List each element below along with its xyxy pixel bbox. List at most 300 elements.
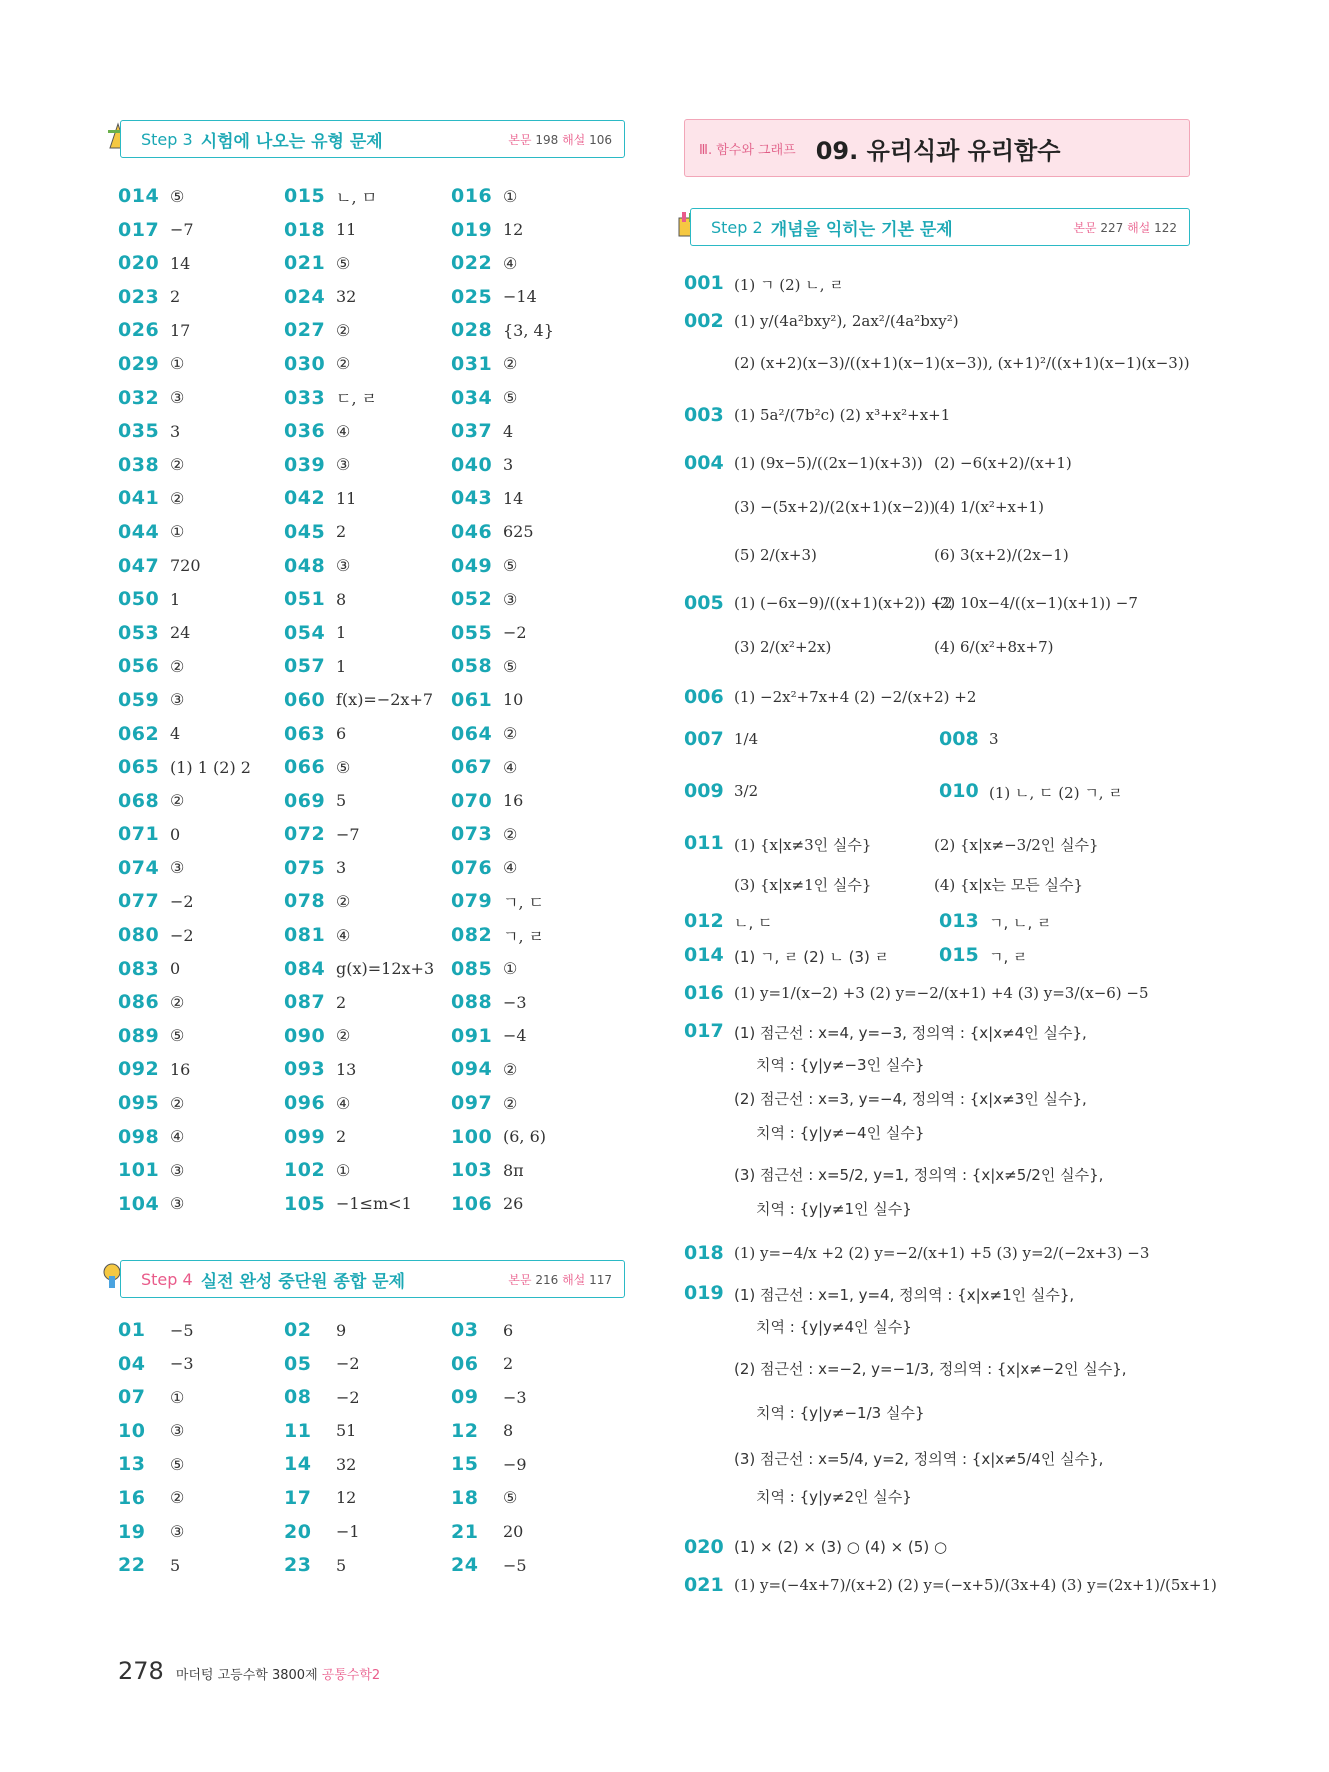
answer-number: 057 <box>284 655 326 678</box>
answer-value: −4 <box>503 1026 527 1046</box>
answer-cell <box>451 554 517 578</box>
step3-title: 시험에 나오는 유형 문제 <box>200 131 383 152</box>
answer-row <box>118 419 618 453</box>
answer-cell <box>118 856 184 880</box>
answer-number: 019 <box>451 218 493 241</box>
answer-value: −14 <box>503 287 537 307</box>
answer-number: 097 <box>451 1092 493 1115</box>
answer-number: 056 <box>118 655 160 678</box>
answer-number: 033 <box>284 386 326 409</box>
answer-number: 070 <box>451 789 493 812</box>
answer-value: ㄱ, ㄹ <box>503 926 545 946</box>
answer-number: 087 <box>284 991 326 1014</box>
answer-value: 17 <box>170 320 191 340</box>
answer-row <box>118 554 618 588</box>
step2-item: 020 (1) × (2) × (3) ○ (4) × (5) ○ <box>684 1536 948 1558</box>
answer-cell <box>118 520 184 544</box>
answer-value: 32 <box>336 1454 357 1474</box>
answer-cell <box>118 1318 194 1342</box>
answer-value: ⑤ <box>503 1488 518 1508</box>
answer-cell <box>451 251 517 275</box>
answer-cell <box>118 1158 184 1182</box>
answer-value: ⑤ <box>170 1454 185 1474</box>
answer-number: 23 <box>284 1554 312 1577</box>
answer-value: ② <box>503 1093 518 1113</box>
answer-cell <box>284 1520 360 1544</box>
step4-title: 실전 완성 중단원 종합 문제 <box>200 1271 406 1292</box>
answer-number: 036 <box>284 420 326 443</box>
answer-row <box>118 184 618 218</box>
answer-number: 022 <box>451 252 493 275</box>
answer-cell <box>451 486 523 510</box>
answer-value: 12 <box>503 220 524 240</box>
answer-number: 07 <box>118 1386 146 1409</box>
answer-cell <box>118 1192 184 1216</box>
answer-value: ⑤ <box>170 186 185 206</box>
answer-number: 104 <box>118 1192 160 1215</box>
answer-row <box>118 1057 618 1091</box>
answer-cell <box>118 1419 184 1443</box>
step2-item: 005 (1) (−6x−9)/((x+1)(x+2)) +2 (2) 10x−4/((x−1)(x+1)) −7 (3) 2/(x²+2x) (4) 6/(x²+8x+7) <box>684 592 1138 656</box>
answer-cell <box>451 419 513 443</box>
answer-number: 066 <box>284 756 326 779</box>
answer-number: 103 <box>451 1159 493 1182</box>
answer-cell <box>118 419 180 443</box>
answer-number: 046 <box>451 520 493 543</box>
answer-cell <box>284 1024 350 1048</box>
answer-cell <box>451 587 517 611</box>
answer-cell <box>451 285 537 309</box>
answer-cell <box>451 184 517 208</box>
answer-cell <box>118 722 180 746</box>
answer-cell <box>284 352 350 376</box>
answer-value: ⑤ <box>336 757 351 777</box>
answer-cell <box>118 1352 194 1376</box>
answer-number: 15 <box>451 1453 479 1476</box>
answer-number: 026 <box>118 319 160 342</box>
answer-number: 081 <box>284 924 326 947</box>
answer-number: 093 <box>284 1058 326 1081</box>
answer-value: ① <box>336 1160 351 1180</box>
answer-value: 3 <box>170 421 181 441</box>
answer-number: 054 <box>284 621 326 644</box>
answer-number: 12 <box>451 1419 479 1442</box>
answer-number: 13 <box>118 1453 146 1476</box>
step3-ref: 본문 198 해설 106 <box>508 132 612 147</box>
answer-number: 073 <box>451 823 493 846</box>
answer-cell <box>284 856 346 880</box>
answer-cell <box>284 1385 360 1409</box>
answer-value: 5 <box>170 1555 181 1575</box>
answer-value: 8 <box>503 1421 514 1441</box>
answer-value: ㄴ, ㅁ <box>336 187 378 207</box>
step2-item: 007 1/4 008 3 <box>684 728 999 750</box>
step2-item: 003 (1) 5a²/(7b²c) (2) x³+x²+x+1 <box>684 404 951 426</box>
answer-value: 11 <box>336 220 357 240</box>
answer-cell <box>118 957 180 981</box>
answer-value: ② <box>170 791 185 811</box>
step2-item: 017 (1) 점근선 : x=4, y=−3, 정의역 : {x|x≠4인 실수}, 치역 : {y|y≠−3인 실수} (2) 점근선 : x=3, y=−4, 정의역 : {x|x≠3인 실수}, 치역 : {y|y≠−4인 실수} (3) 점근선 : x=5/2, y=1, 정의역 : {x|x≠5/2인 실수}, 치역 : {y|y≠1인 실수} <box>684 1020 1104 1218</box>
answer-cell <box>451 520 534 544</box>
answer-row <box>118 722 618 756</box>
answer-value: 0 <box>170 824 181 844</box>
answer-row <box>118 1553 618 1587</box>
answer-value: 5 <box>336 791 347 811</box>
answer-number: 051 <box>284 588 326 611</box>
step2-header <box>690 208 1190 246</box>
answer-number: 016 <box>451 185 493 207</box>
answer-value: ② <box>336 891 351 911</box>
answer-value: ② <box>503 724 518 743</box>
answer-cell <box>451 856 517 880</box>
answer-value: ④ <box>170 1127 185 1147</box>
answer-number: 027 <box>284 319 326 342</box>
answer-row <box>118 1158 618 1192</box>
answer-number: 018 <box>284 218 326 241</box>
answer-number: 042 <box>284 487 326 510</box>
answer-cell <box>284 251 350 275</box>
answer-cell <box>451 889 544 913</box>
answer-cell <box>118 688 184 712</box>
answer-cell <box>118 789 184 813</box>
answer-value: 11 <box>336 488 357 508</box>
answer-number: 076 <box>451 856 493 879</box>
answer-cell <box>118 923 194 947</box>
answer-cell <box>118 587 180 611</box>
answer-value: 2 <box>336 1127 347 1147</box>
answer-number: 075 <box>284 856 326 879</box>
answer-row <box>118 520 618 554</box>
answer-cell <box>284 1091 350 1115</box>
answer-cell <box>451 789 523 813</box>
answer-row <box>118 654 618 688</box>
step2-item: 014 (1) ㄱ, ㄹ (2) ㄴ (3) ㄹ 015 ㄱ, ㄹ <box>684 944 1028 966</box>
answer-number: 021 <box>284 252 326 275</box>
step3-answers <box>118 184 618 1225</box>
step2-item: 012 ㄴ, ㄷ 013 ㄱ, ㄴ, ㄹ <box>684 910 1052 932</box>
page-footer <box>118 1657 380 1685</box>
answer-number: 086 <box>118 991 160 1014</box>
answer-number: 08 <box>284 1386 312 1409</box>
answer-value: ② <box>503 1059 518 1079</box>
answer-cell <box>118 352 184 376</box>
answer-cell <box>284 957 434 981</box>
answer-value: ⑤ <box>503 656 518 676</box>
answer-row <box>118 1352 618 1386</box>
answer-number: 106 <box>451 1192 493 1215</box>
answer-number: 22 <box>118 1554 146 1577</box>
answer-cell <box>284 1318 346 1342</box>
answer-number: 065 <box>118 756 160 779</box>
step2-title: 개념을 익히는 기본 문제 <box>770 219 953 240</box>
answer-value: 51 <box>336 1421 357 1441</box>
step2-ref: 본문 227 해설 122 <box>1073 220 1177 235</box>
answer-row <box>118 755 618 789</box>
answer-cell <box>451 1385 527 1409</box>
answer-value: ② <box>170 1488 185 1508</box>
answer-value: (6, 6) <box>503 1127 547 1147</box>
answer-value: ③ <box>170 858 185 878</box>
answer-row <box>118 285 618 319</box>
answer-cell <box>284 1486 356 1510</box>
answer-value: ④ <box>336 1093 351 1113</box>
answer-cell <box>451 1125 546 1149</box>
answer-cell <box>451 453 513 477</box>
answer-value: ③ <box>170 1160 185 1180</box>
answer-number: 089 <box>118 1024 160 1047</box>
chapter-title: 09. 유리식과 유리함수 <box>815 136 1061 165</box>
answer-value: ① <box>170 522 185 542</box>
answer-number: 09 <box>451 1386 479 1409</box>
answer-value: ② <box>170 488 185 508</box>
answer-value: ② <box>170 455 185 475</box>
answer-cell <box>451 1057 517 1081</box>
answer-value: −3 <box>503 992 527 1012</box>
answer-number: 04 <box>118 1352 146 1375</box>
answer-cell <box>118 889 194 913</box>
answer-value: ④ <box>503 858 518 878</box>
answer-row <box>118 218 618 252</box>
answer-value: 2 <box>170 287 181 307</box>
answer-number: 037 <box>451 420 493 443</box>
answer-cell <box>451 1091 517 1115</box>
answer-cell <box>451 1452 527 1476</box>
answer-number: 049 <box>451 554 493 577</box>
answer-cell <box>451 654 517 678</box>
step4-ref: 본문 216 해설 117 <box>508 1272 612 1287</box>
answer-cell <box>284 386 377 410</box>
answer-value: 14 <box>503 488 524 508</box>
answer-value: 8π <box>503 1160 524 1180</box>
answer-number: 052 <box>451 588 493 611</box>
answer-number: 068 <box>118 789 160 812</box>
step4-label: Step 4 <box>141 1269 193 1289</box>
answer-value: 2 <box>336 992 347 1012</box>
answer-row <box>118 486 618 520</box>
answer-value: ② <box>170 1093 185 1113</box>
answer-cell <box>451 1024 527 1048</box>
answer-row <box>118 889 618 923</box>
answer-number: 19 <box>118 1520 146 1543</box>
answer-number: 17 <box>284 1486 312 1509</box>
answer-value: ㄱ, ㄷ <box>503 892 545 912</box>
answer-value: ③ <box>170 388 185 408</box>
answer-row <box>118 1452 618 1486</box>
answer-number: 02 <box>284 1319 312 1341</box>
answer-cell <box>118 218 194 242</box>
answer-value: 625 <box>503 522 534 542</box>
answer-row <box>118 1024 618 1058</box>
answer-cell <box>118 1452 184 1476</box>
answer-number: 055 <box>451 621 493 644</box>
answer-cell <box>451 722 517 746</box>
answer-value: ① <box>503 186 518 206</box>
answer-cell <box>284 1352 360 1376</box>
answer-row <box>118 1125 618 1159</box>
answer-cell <box>118 990 184 1014</box>
answer-number: 094 <box>451 1058 493 1081</box>
answer-value: ⑤ <box>170 1026 185 1046</box>
answer-value: 2 <box>336 522 347 542</box>
answer-value: 0 <box>170 959 181 979</box>
answer-cell <box>118 1125 184 1149</box>
answer-cell <box>118 1553 180 1577</box>
step3-label: Step 3 <box>141 129 193 149</box>
answer-value: −7 <box>170 220 194 240</box>
answer-number: 098 <box>118 1125 160 1148</box>
answer-cell <box>284 990 346 1014</box>
answer-cell <box>284 285 356 309</box>
answer-number: 069 <box>284 789 326 812</box>
answer-number: 082 <box>451 924 493 947</box>
answer-value: 1 <box>170 589 181 609</box>
answer-value: 16 <box>170 1059 191 1079</box>
answer-number: 092 <box>118 1058 160 1081</box>
answer-value: −9 <box>503 1454 527 1474</box>
answer-number: 063 <box>284 722 326 745</box>
answer-number: 043 <box>451 487 493 510</box>
answer-cell <box>118 755 251 779</box>
answer-cell <box>118 184 184 208</box>
answer-value: 6 <box>503 1320 514 1340</box>
answer-number: 074 <box>118 856 160 879</box>
answer-value: ③ <box>503 589 518 609</box>
answer-number: 050 <box>118 588 160 611</box>
answer-number: 01 <box>118 1319 146 1341</box>
answer-value: 16 <box>503 791 524 811</box>
answer-value: 10 <box>503 690 524 710</box>
answer-row <box>118 1419 618 1453</box>
answer-value: ③ <box>170 1421 185 1441</box>
answer-value: −1≤m<1 <box>336 1194 412 1214</box>
answer-number: 10 <box>118 1419 146 1442</box>
step2-item: 016 (1) y=1/(x−2) +3 (2) y=−2/(x+1) +4 (3) y=3/(x−6) −5 <box>684 982 1149 1004</box>
answer-value: ③ <box>170 690 185 710</box>
answer-number: 16 <box>118 1486 146 1509</box>
answer-value: ⑤ <box>503 388 518 408</box>
answer-cell <box>451 990 527 1014</box>
answer-cell <box>451 386 517 410</box>
answer-cell <box>284 1192 412 1216</box>
answer-cell <box>451 1486 517 1510</box>
answer-number: 067 <box>451 756 493 779</box>
chapter-section: Ⅲ. 함수와 그래프 <box>699 142 796 158</box>
answer-cell <box>284 1057 356 1081</box>
answer-value: −3 <box>170 1354 194 1374</box>
answer-value: ② <box>336 1026 351 1046</box>
answer-row <box>118 318 618 352</box>
answer-number: 20 <box>284 1520 312 1543</box>
answer-value: ② <box>336 320 351 340</box>
answer-value: 4 <box>503 421 514 441</box>
answer-row <box>118 990 618 1024</box>
answer-number: 06 <box>451 1352 479 1375</box>
answer-value: ② <box>503 354 518 374</box>
answer-cell <box>118 1091 184 1115</box>
answer-cell <box>451 1158 524 1182</box>
answer-cell <box>284 184 377 208</box>
answer-cell <box>284 587 346 611</box>
book-subject: 공통수학2 <box>321 1668 381 1683</box>
answer-cell <box>451 755 517 779</box>
answer-row <box>118 957 618 991</box>
answer-value: {3, 4} <box>503 320 554 340</box>
answer-cell <box>118 318 190 342</box>
answer-value: −5 <box>170 1320 194 1340</box>
answer-number: 078 <box>284 890 326 913</box>
answer-number: 058 <box>451 655 493 678</box>
answer-row <box>118 1520 618 1554</box>
answer-number: 099 <box>284 1125 326 1148</box>
answer-value: 26 <box>503 1194 524 1214</box>
answer-number: 21 <box>451 1520 479 1543</box>
answer-cell <box>118 1520 184 1544</box>
step2-item: 019 (1) 점근선 : x=1, y=4, 정의역 : {x|x≠1인 실수}, 치역 : {y|y≠4인 실수} (2) 점근선 : x=−2, y=−1/3, 정의역 : {x|x≠−2인 실수}, 치역 : {y|y≠−1/3 실수} (3) 점근선 : x=5/4, y=2, 정의역 : {x|x≠5/4인 실수}, 치역 : {y|y≠2인 실수} <box>684 1282 1127 1506</box>
answer-number: 061 <box>451 688 493 711</box>
answer-cell <box>284 722 346 746</box>
answer-row <box>118 688 618 722</box>
answer-value: ④ <box>336 925 351 945</box>
answer-cell <box>451 957 517 981</box>
answer-number: 24 <box>451 1554 479 1577</box>
answer-cell <box>118 1024 184 1048</box>
answer-row <box>118 1385 618 1419</box>
answer-number: 038 <box>118 453 160 476</box>
answer-number: 044 <box>118 520 160 543</box>
answer-cell <box>451 1192 523 1216</box>
answer-cell <box>284 1452 356 1476</box>
answer-number: 015 <box>284 185 326 207</box>
answer-value: 1 <box>336 656 347 676</box>
step2-item: 006 (1) −2x²+7x+4 (2) −2/(x+2) +2 <box>684 686 977 708</box>
answer-number: 048 <box>284 554 326 577</box>
answer-value: ① <box>170 1387 185 1407</box>
answer-value: ③ <box>336 556 351 576</box>
answer-value: 14 <box>170 253 191 273</box>
step2-item: 002 (1) y/(4a²bxy²), 2ax²/(4a²bxy²) (2) (x+2)(x−3)/((x+1)(x−1)(x−3)), (x+1)²/((x+1)(x−1)(x−3)) <box>684 310 1190 372</box>
answer-value: ④ <box>503 253 518 273</box>
page-number: 278 <box>118 1657 164 1685</box>
answer-value: 8 <box>336 589 347 609</box>
answer-cell <box>284 789 346 813</box>
answer-value: 6 <box>336 724 347 743</box>
answer-value: 32 <box>336 287 357 307</box>
answer-cell <box>284 688 433 712</box>
answer-cell <box>284 1158 350 1182</box>
answer-number: 100 <box>451 1125 493 1148</box>
step2-item: 018 (1) y=−4/x +2 (2) y=−2/(x+1) +5 (3) y=2/(−2x+3) −3 <box>684 1242 1150 1264</box>
answer-value: −2 <box>170 925 194 945</box>
answer-cell <box>284 889 350 913</box>
answer-cell <box>451 822 517 846</box>
answer-cell <box>284 923 350 947</box>
answer-number: 059 <box>118 688 160 711</box>
answer-number: 041 <box>118 487 160 510</box>
answer-number: 079 <box>451 890 493 913</box>
answer-value: 20 <box>503 1522 524 1542</box>
answer-cell <box>451 923 544 947</box>
answer-number: 014 <box>118 185 160 207</box>
answer-cell <box>451 1520 523 1544</box>
book-title: 마더텅 고등수학 3800제 <box>175 1668 318 1683</box>
answer-value: f(x)=−2x+7 <box>336 690 434 710</box>
answer-number: 05 <box>284 1352 312 1375</box>
answer-number: 077 <box>118 890 160 913</box>
answer-cell <box>451 1419 513 1443</box>
answer-cell <box>284 822 360 846</box>
answer-value: ③ <box>170 1194 185 1214</box>
answer-number: 023 <box>118 285 160 308</box>
